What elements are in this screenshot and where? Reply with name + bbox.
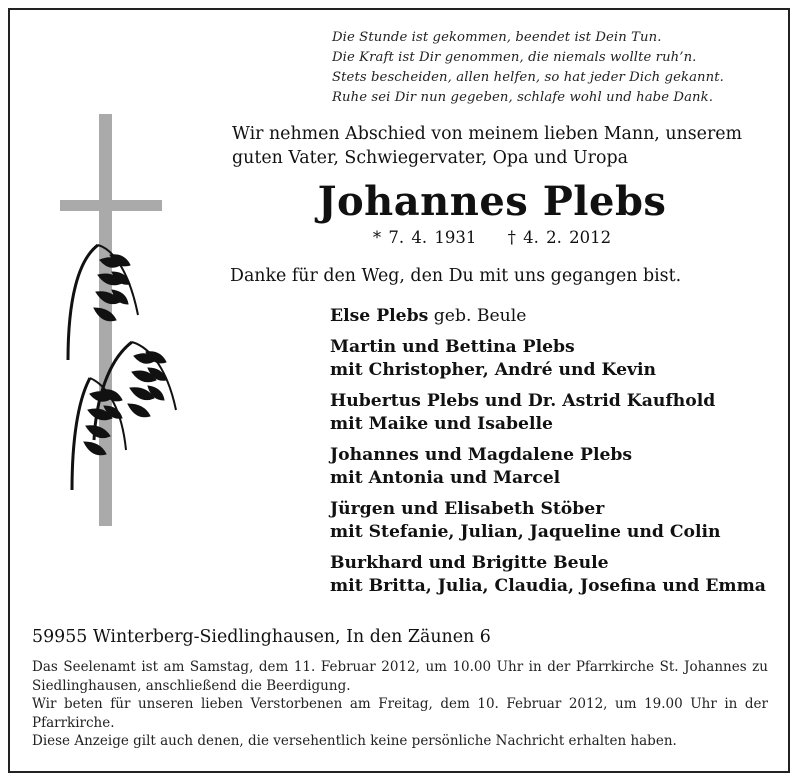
thanks-line: Danke für den Weg, den Du mit uns gegangen bist.	[230, 266, 682, 286]
mourner-group	[330, 498, 766, 544]
mourner-children: mit Stefanie, Julian, Jaqueline und Colin	[330, 522, 721, 542]
life-dates	[232, 228, 752, 247]
intro-line-1: Wir nehmen Abschied von meinem lieben Mann, unserem	[232, 124, 743, 144]
mourner-name: Hubertus Plebs und Dr. Astrid Kaufhold	[330, 391, 716, 411]
poem-line: Die Kraft ist Dir genommen, die niemals wollte ruh’n.	[332, 50, 697, 65]
mourner-name: Martin und Bettina Plebs	[330, 337, 575, 357]
mourner-group	[330, 390, 766, 436]
poem-line: Die Stunde ist gekommen, beendet ist Dein Tun.	[332, 30, 662, 45]
mourner-group	[330, 552, 766, 598]
service-notes	[32, 658, 768, 751]
mourner-group	[330, 444, 766, 490]
farewell-intro	[232, 122, 742, 170]
mourner-children: mit Maike und Isabelle	[330, 414, 553, 434]
mourners-list	[330, 305, 766, 598]
mourner-children: mit Britta, Julia, Claudia, Josefina und Emma	[330, 576, 766, 596]
mourner-name: Johannes und Magdalene Plebs	[330, 445, 633, 465]
mourner-name: Else Plebs	[330, 306, 429, 326]
family-address: 59955 Winterberg-Siedlinghausen, In den Zäunen 6	[32, 627, 491, 647]
poem-line: Stets bescheiden, allen helfen, so hat jeder Dich gekannt.	[332, 70, 724, 85]
mourner-children: mit Antonia und Marcel	[330, 468, 561, 488]
mourner-name: Jürgen und Elisabeth Stöber	[330, 499, 605, 519]
cross-with-wheat-icon	[60, 110, 190, 530]
poem-line: Ruhe sei Dir nun gegeben, schlafe wohl und habe Dank.	[332, 90, 714, 105]
deceased-name: Johannes Plebs	[317, 178, 667, 225]
mourner-group	[330, 336, 766, 382]
mourner-suffix: geb. Beule	[428, 306, 527, 326]
mourner-line	[330, 305, 766, 328]
intro-line-2: guten Vater, Schwiegervater, Opa und Uropa	[232, 148, 628, 168]
disclaimer-note: Diese Anzeige gilt auch denen, die versehentlich keine persönliche Nachricht erhalten haben.	[32, 733, 677, 749]
birth-date: * 7. 4. 1931	[372, 228, 477, 247]
requiem-note: Das Seelenamt ist am Samstag, dem 11. Februar 2012, um 10.00 Uhr in der Pfarrkirche St. Johannes zu Siedlinghausen, anschließend die Beerdigung.	[32, 659, 768, 694]
poem	[332, 28, 724, 108]
cross-horizontal-bar	[60, 200, 162, 211]
mourner-children: mit Christopher, André und Kevin	[330, 360, 657, 380]
mourner-group	[330, 305, 766, 328]
prayer-note: Wir beten für unseren lieben Verstorbenen am Freitag, dem 10. Februar 2012, um 19.00 Uhr in der Pfarrkirche.	[32, 696, 768, 731]
mourner-name: Burkhard und Brigitte Beule	[330, 553, 609, 573]
death-date: † 4. 2. 2012	[507, 228, 612, 247]
